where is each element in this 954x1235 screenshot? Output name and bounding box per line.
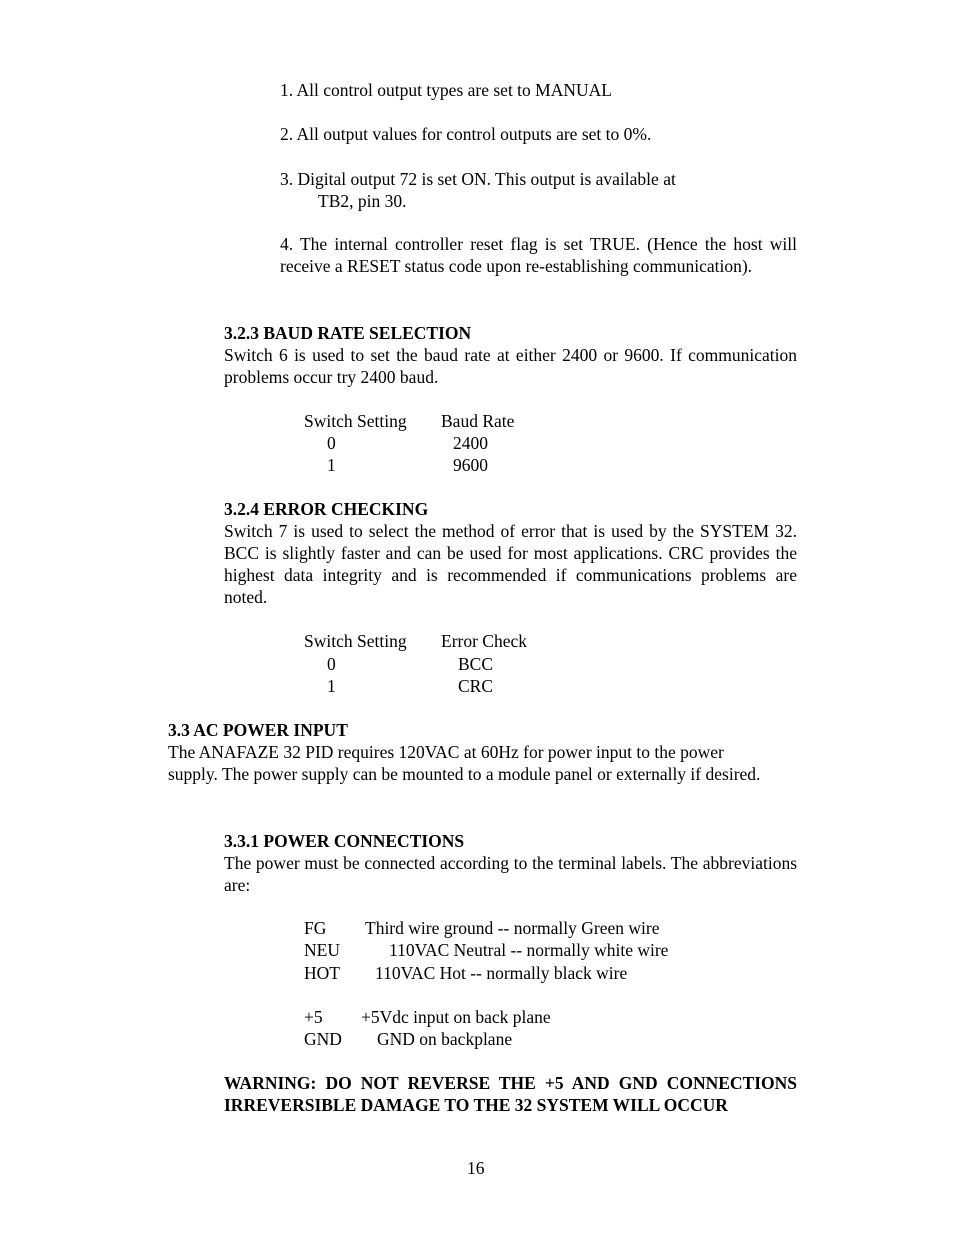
baud-col-switch: Switch Setting (304, 411, 407, 431)
error-heading: 3.2.4 ERROR CHECKING (224, 499, 429, 519)
baud-row-1-rate: 9600 (453, 455, 488, 475)
term-desc: GND on backplane (377, 1029, 513, 1049)
term-desc: +5Vdc input on back plane (361, 1007, 551, 1027)
baud-row-0-rate: 2400 (453, 433, 488, 453)
warning-text: WARNING: DO NOT REVERSE THE +5 AND GND CONNECTIONS IRREVERSIBLE DAMAGE TO THE 32 SYSTEM WILL OCCUR (224, 1073, 797, 1115)
baud-paragraph: Switch 6 is used to set the baud rate at either 2400 or 9600. If communication problems occur try 2400 baud. (224, 345, 797, 387)
baud-heading: 3.2.3 BAUD RATE SELECTION (224, 323, 472, 343)
error-row-0-check: BCC (458, 654, 494, 674)
term-abbr: +5 (304, 1007, 323, 1027)
baud-row-0-switch: 0 (327, 433, 336, 453)
page-number: 16 (467, 1158, 485, 1178)
error-col-switch: Switch Setting (304, 631, 407, 651)
term-abbr: NEU (304, 940, 340, 960)
ac-heading: 3.3 AC POWER INPUT (168, 720, 348, 740)
term-desc: 110VAC Neutral -- normally white wire (389, 940, 669, 960)
error-row-0-switch: 0 (327, 654, 336, 674)
power-heading: 3.3.1 POWER CONNECTIONS (224, 831, 465, 851)
error-paragraph: Switch 7 is used to select the method of error that is used by the SYSTEM 32. BCC is slightly faster and can be used for most applications. CRC provides the highest data integrity and is recommended if communications problems are noted. (224, 521, 797, 607)
baud-row-1-switch: 1 (327, 455, 336, 475)
error-row-1-switch: 1 (327, 676, 336, 696)
step-4: 4. The internal controller reset flag is set TRUE. (Hence the host will receive a RESET status code upon re-establishing communication). (280, 234, 797, 276)
step-2: 2. All output values for control outputs are set to 0%. (280, 124, 652, 144)
power-paragraph: The power must be connected according to the terminal labels. The abbreviations are: (224, 853, 797, 895)
step-3: 3. Digital output 72 is set ON. This output is available at (280, 169, 676, 189)
term-abbr: FG (304, 918, 327, 938)
error-row-1-check: CRC (458, 676, 494, 696)
term-desc: Third wire ground -- normally Green wire (365, 918, 660, 938)
ac-paragraph: The ANAFAZE 32 PID requires 120VAC at 60Hz for power input to the power supply. The power supply can be mounted to a module panel or externally if desired. (168, 742, 761, 784)
error-col-check: Error Check (441, 631, 528, 651)
term-abbr: GND (304, 1029, 342, 1049)
step-3-continuation: TB2, pin 30. (318, 191, 407, 211)
step-1: 1. All control output types are set to MANUAL (280, 80, 612, 100)
baud-col-rate: Baud Rate (441, 411, 515, 431)
term-abbr: HOT (304, 963, 340, 983)
term-desc: 110VAC Hot -- normally black wire (375, 963, 628, 983)
